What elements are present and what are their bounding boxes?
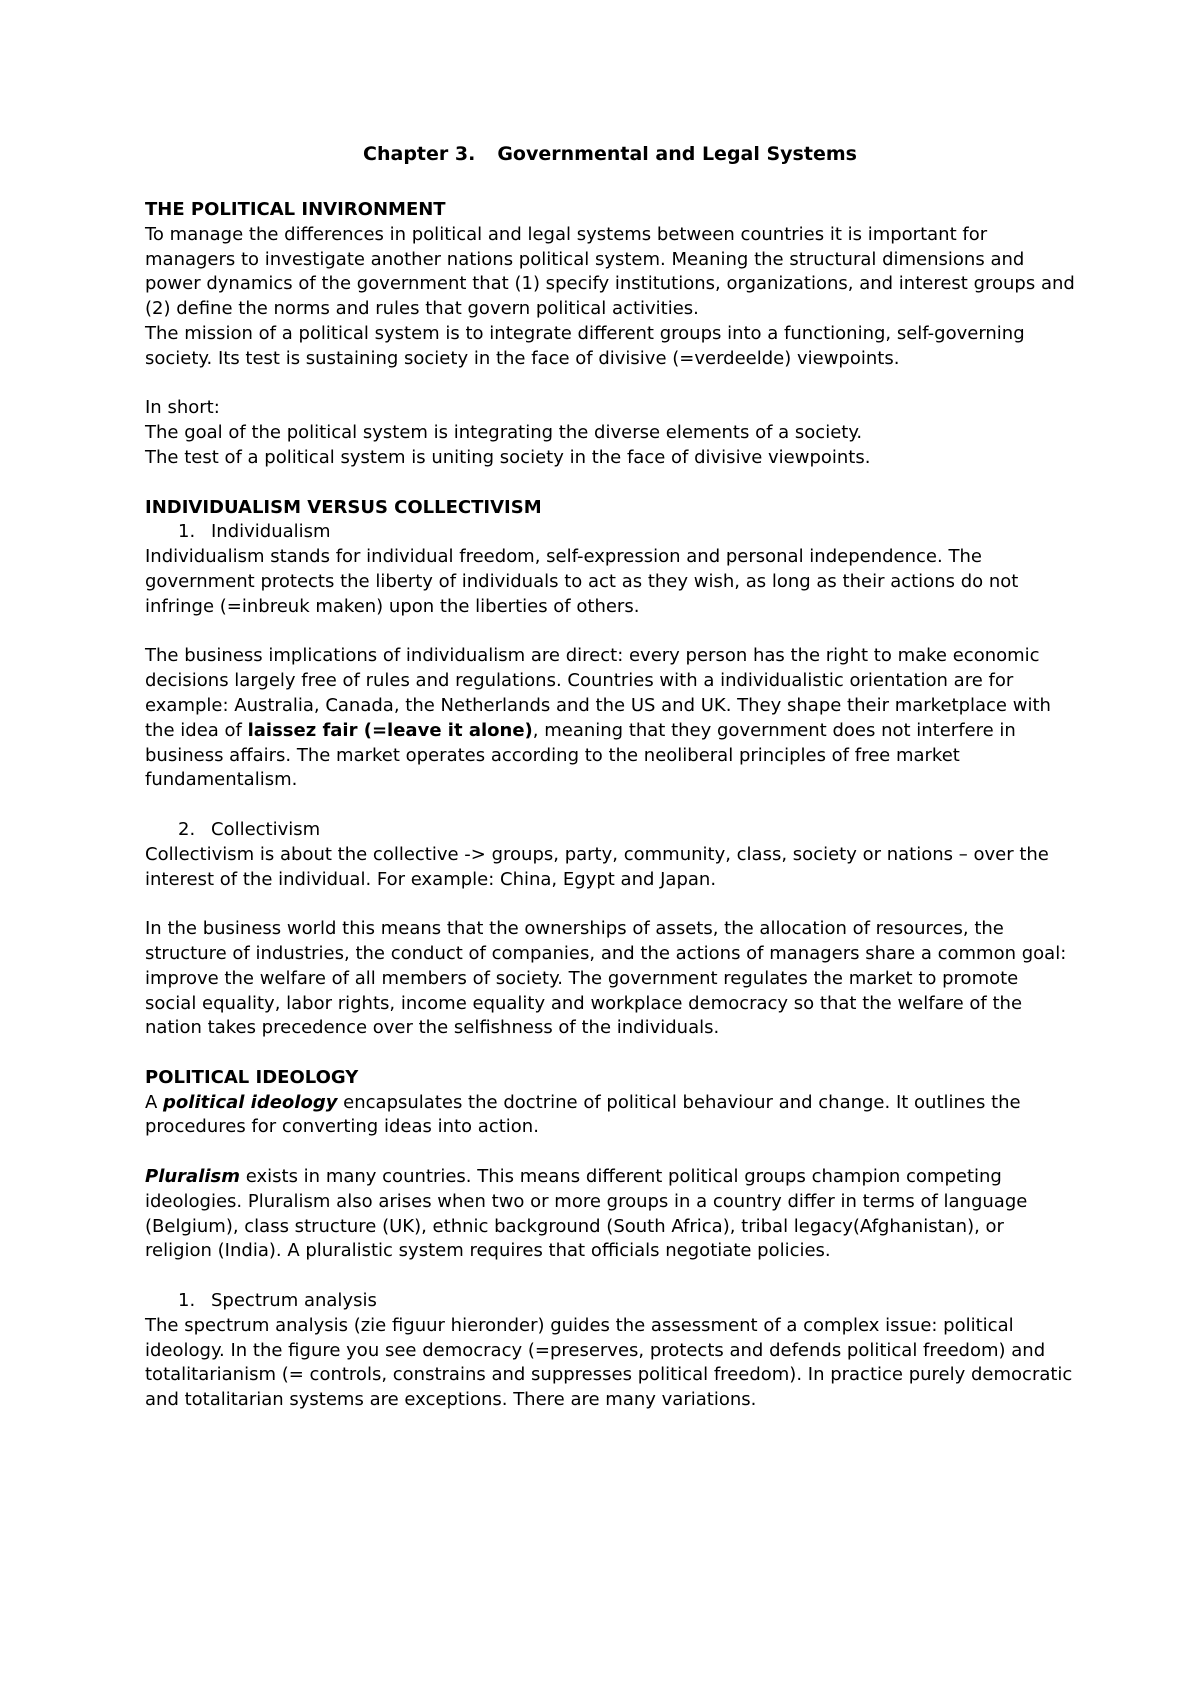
list-label: Spectrum analysis	[211, 1290, 377, 1312]
chapter-number: Chapter 3.	[363, 143, 476, 165]
text-run: A	[145, 1091, 164, 1113]
text-run: , meaning that they government does not interfere in business affairs. The market operates according to the neoliberal principles of free market fundamentalism.	[145, 719, 1016, 791]
chapter-name: Governmental and Legal Systems	[497, 143, 857, 165]
list-item-collectivism	[145, 818, 1075, 843]
heading-political-ideology: POLITICAL IDEOLOGY	[145, 1066, 359, 1088]
paragraph-short-test: The test of a political system is uniting society in the face of divisive viewpoints.	[145, 446, 871, 468]
bold-italic-term-political-ideology: political ideology	[163, 1091, 338, 1113]
bold-term-laissez-fair: laissez fair (=leave it alone)	[247, 719, 533, 741]
paragraph-individualism-1: Individualism stands for individual freedom, self-expression and personal independence. The government protects the liberty of individuals to act as they wish, as long as their actions do not infringe (=inbreuk maken) upon the liberties of others.	[145, 546, 1019, 617]
paragraph-pluralism	[145, 1165, 1075, 1264]
bold-italic-term-pluralism: Pluralism	[145, 1166, 241, 1188]
paragraph-collectivism-2: In the business world this means that the ownerships of assets, the allocation of resources, the structure of industries, the conduct of companies, and the actions of managers share a common goal: improve the welfare of all members of society. The government regulates the market to promote social equality, labor rights, income equality and workplace democracy so that the welfare of the nation takes precedence over the selfishness of the individuals.	[145, 918, 1067, 1039]
list-item-individualism	[145, 520, 1075, 545]
paragraph-in-short: In short:	[145, 397, 220, 419]
paragraph-political-environment-2: The mission of a political system is to integrate different groups into a functioning, self-governing society. Its test is sustaining society in the face of divisive (=verdeelde) viewpoints.	[145, 322, 1025, 369]
text-run: exists in many countries. This means different political groups champion competing ideologies. Pluralism also arises when two or more groups in a country differ in terms of language (Belgium), class structure (UK), ethnic background (South Africa), tribal legacy(Afghanistan), or religion (India). A pluralistic system requires that officials negotiate policies.	[145, 1166, 1028, 1262]
list-label: Collectivism	[211, 818, 321, 840]
paragraph-political-environment-1: To manage the differences in political and legal systems between countries it is important for managers to investigate another nations political system. Meaning the structural dimensions and power dynamics of the government that (1) specify institutions, organizations, and interest groups and (2) define the norms and rules that govern political activities.	[145, 223, 1075, 320]
list-number: 1.	[178, 1290, 196, 1312]
list-number: 1.	[178, 521, 196, 543]
paragraph-short-goal: The goal of the political system is integrating the diverse elements of a society.	[145, 422, 863, 444]
heading-individualism-collectivism: INDIVIDUALISM VERSUS COLLECTIVISM	[145, 496, 542, 518]
paragraph-spectrum-analysis: The spectrum analysis (zie figuur hieronder) guides the assessment of a complex issue: political ideology. In the figure you see democracy (=preserves, protects and defends political freedom) and totalitarianism (= controls, constrains and suppresses political freedom). In practice purely democratic and totalitarian systems are exceptions. There are many variations.	[145, 1314, 1073, 1411]
list-label: Individualism	[211, 521, 331, 543]
text-run: The business implications of individualism are direct: every person has the right to make economic decisions largely free of rules and regulations. Countries with a individualistic orientation are for example: Australia, Canada, the Netherlands and the US and UK. They shape their marketplace with the idea of	[145, 645, 1051, 741]
list-item-spectrum-analysis	[145, 1289, 1075, 1314]
document-body	[145, 142, 1075, 1413]
paragraph-political-ideology-1	[145, 1091, 1075, 1141]
text-run: encapsulates the doctrine of political behaviour and change. It outlines the procedures for converting ideas into action.	[145, 1091, 1021, 1138]
chapter-title	[145, 142, 1075, 166]
paragraph-individualism-2	[145, 644, 1075, 793]
heading-political-environment: THE POLITICAL INVIRONMENT	[145, 199, 446, 220]
list-number: 2.	[178, 818, 196, 840]
paragraph-collectivism-1: Collectivism is about the collective -> groups, party, community, class, society or nations – over the interest of the individual. For example: China, Egypt and Japan.	[145, 843, 1049, 890]
